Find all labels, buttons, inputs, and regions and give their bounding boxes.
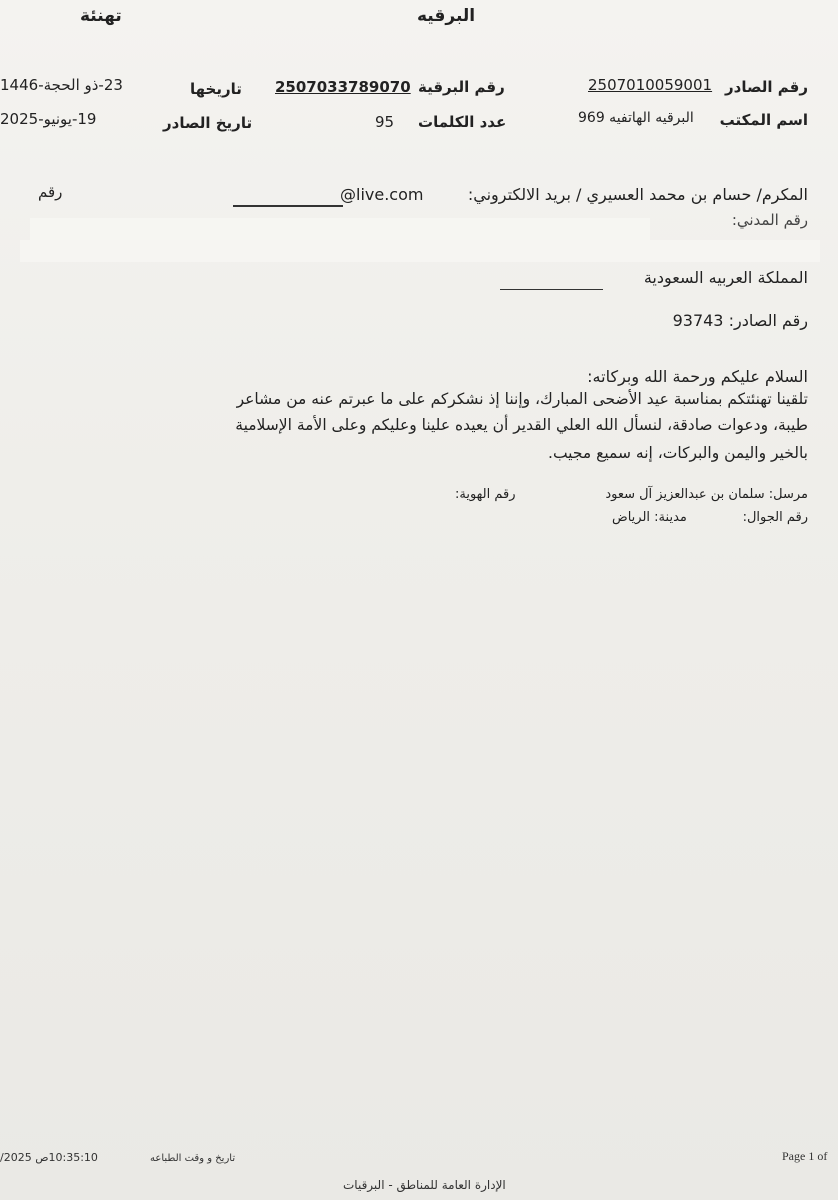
sender-id-label: رقم الهوية:: [455, 487, 516, 502]
issued-date-value: 19-يونيو-2025: [0, 110, 97, 128]
hijri-date-value: 23-ذو الحجة-1446: [0, 76, 123, 94]
department-footer: الإدارة العامة للمناطق - البرقيات: [343, 1178, 506, 1192]
office-name-label: اسم المكتب: [719, 111, 808, 129]
message-line-3: بالخير واليمن والبركات، إنه سميع مجيب.: [548, 444, 808, 462]
recipient-email: @live.com: [340, 185, 424, 204]
sender-mobile-label: رقم الجوال:: [742, 510, 808, 525]
recipient-number-label: رقم: [38, 183, 63, 201]
telegram-number-value: 2507033789070: [275, 78, 411, 96]
issued-number-label: رقم الصادر: [725, 78, 808, 96]
issued-number-value: 2507010059001: [588, 76, 713, 94]
hijri-date-label: تاريخها: [190, 80, 242, 98]
print-label: تاريخ و وقت الطباعه: [150, 1153, 236, 1164]
office-name-value: البرقيه الهاتفيه 969: [578, 110, 694, 126]
sender-city: مدينة: الرياض: [612, 510, 687, 525]
message-line-2: طيبة، ودعوات صادقة، لنسأل الله العلي القدير أن يعيده علينا وعليكم وعلى الأمة الإسلامية: [235, 416, 808, 434]
page-indicator: Page 1 of: [782, 1149, 828, 1163]
recipient-issued-number: رقم الصادر: 93743: [672, 311, 808, 330]
redacted-area: [30, 218, 650, 240]
greeting: السلام عليكم ورحمة الله وبركاته:: [587, 367, 808, 386]
page-title: البرقيه: [417, 6, 476, 26]
country-underline: [500, 289, 603, 290]
recipient-civil-number: رقم المدني:: [731, 211, 808, 229]
message-line-1: تلقينا تهنئتكم بمناسبة عيد الأضحى المبارك، وإننا إذ نشكركم على ما عبرتم عنه من مشاعر: [236, 390, 808, 408]
recipient-country: المملكة العربيه السعودية: [643, 268, 808, 287]
issued-date-label: تاريخ الصادر: [163, 114, 253, 132]
redacted-area-2: [20, 240, 820, 262]
document-type: تهنئة: [80, 6, 122, 26]
word-count-label: عدد الكلمات: [418, 113, 507, 131]
redaction-underline: [233, 205, 343, 207]
recipient-line: المكرم/ حسام بن محمد العسيري / بريد الالكتروني:: [467, 185, 808, 204]
print-time: 10:35:10ص 2025/: [0, 1151, 98, 1164]
sender-name: مرسل: سلمان بن عبدالعزيز آل سعود: [605, 487, 808, 502]
word-count-value: 95: [375, 113, 395, 131]
telegram-number-label: رقم البرقية: [418, 78, 505, 96]
